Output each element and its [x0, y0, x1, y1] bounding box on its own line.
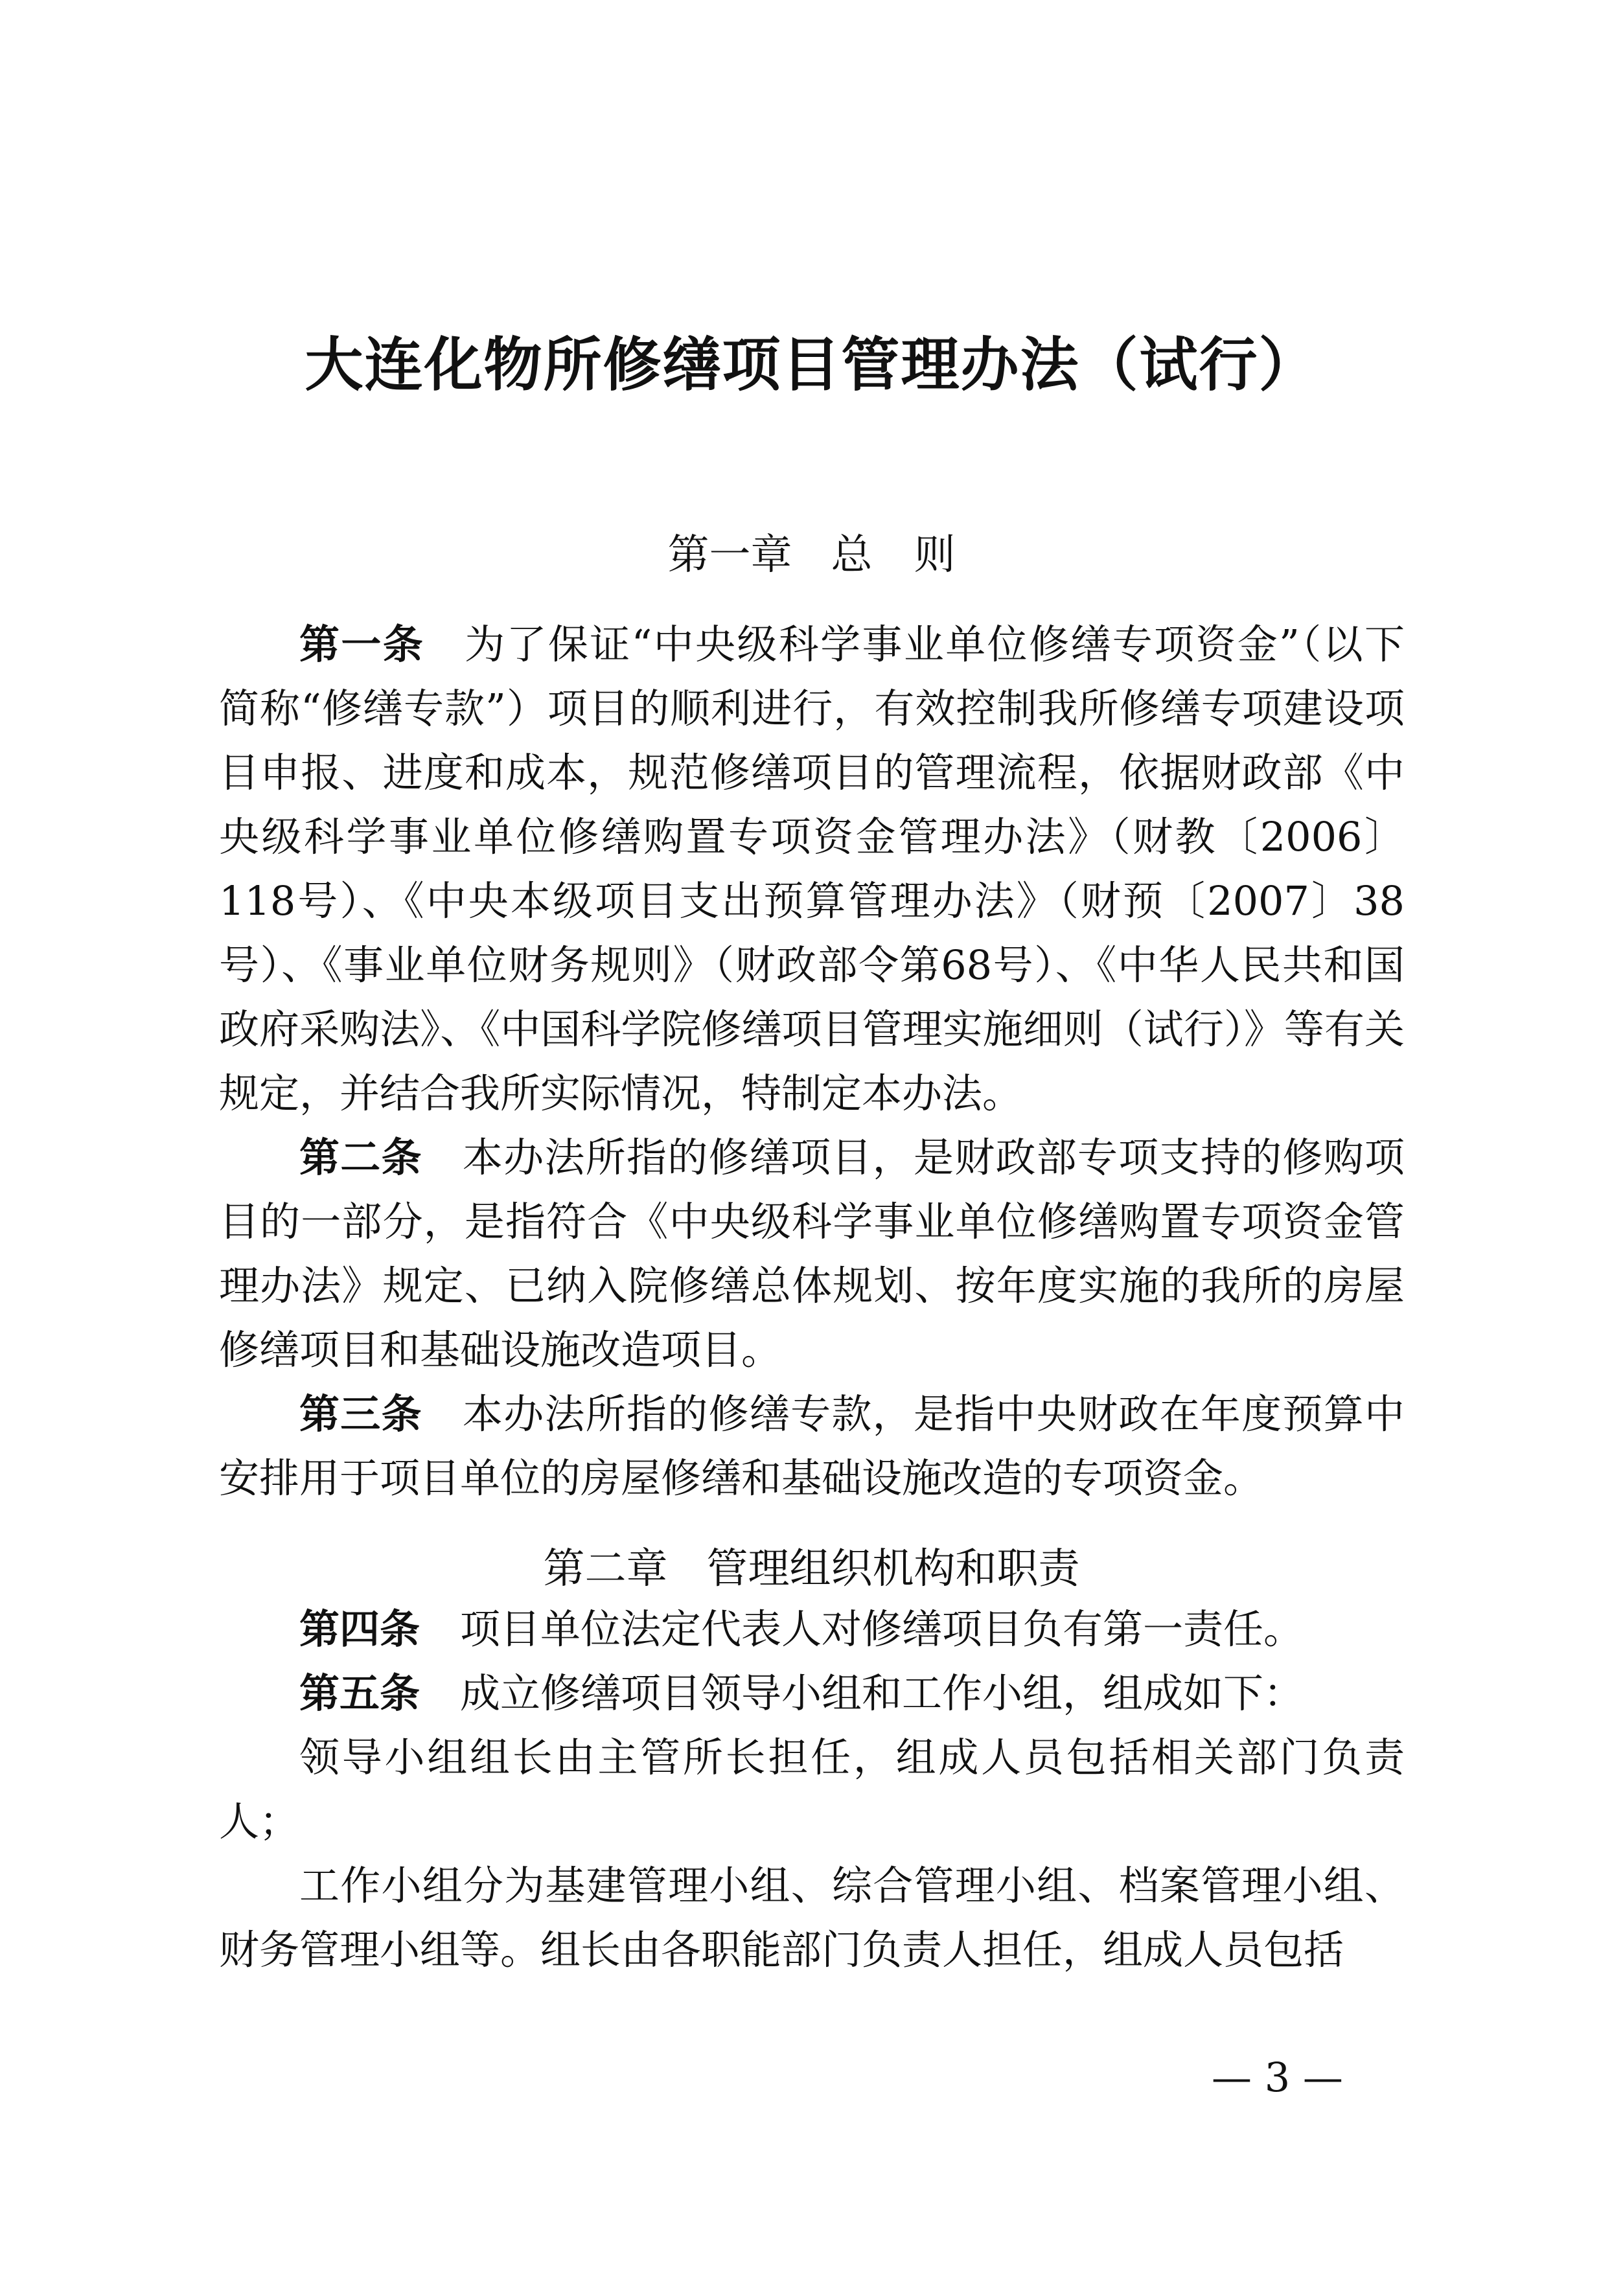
article-5 — [219, 1661, 1405, 1725]
chapter-name: 总 则 — [831, 531, 956, 579]
article-label: 第一条 — [299, 621, 425, 668]
article-4 — [219, 1597, 1405, 1661]
chapter-2-body — [219, 1597, 1405, 1982]
article-label: 第三条 — [299, 1390, 422, 1438]
chapter-heading-2 — [0, 1535, 1623, 1595]
article-3 — [219, 1382, 1405, 1510]
article-text: 项目单位法定代表人对修缮项目负有第一责任。 — [460, 1605, 1304, 1653]
chapter-name: 管理组织机构和职责 — [706, 1545, 1080, 1593]
chapter-1-body — [219, 612, 1405, 1510]
paragraph-leadership-group: 领导小组组长由主管所长担任，组成人员包括相关部门负责人； — [219, 1734, 1405, 1845]
article-text: 为了保证“中央级科学事业单位修缮专项资金”（以下简称“修缮专款”）项目的顺利进行，有效控制我所修缮专项建设项目申报、进度和成本，规范修缮项目的管理流程，依据财政部《中央级科学事业单位修缮购置专项资金管理办法》（财教〔2006〕118号）、《中央本级项目支出预算管理办法》（财预〔2007〕38号）、《事业单位财务规则》（财政部令第68号）、《中华人民共和国政府采购法》、《中国科学院修缮项目管理实施细则（试行）》等有关规定，并结合我所实际情况，特制定本办法。 — [219, 621, 1405, 1117]
article-label: 第二条 — [299, 1134, 422, 1181]
article-1 — [219, 612, 1405, 1125]
article-text: 本办法所指的修缮专款，是指中央财政在年度预算中安排用于项目单位的房屋修缮和基础设施改造的专项资金。 — [219, 1390, 1405, 1502]
document-title: 大连化物所修缮项目管理办法（试行） — [305, 331, 1318, 399]
chapter-number: 第一章 — [667, 531, 792, 579]
chapter-number: 第二章 — [543, 1545, 668, 1593]
chapter-heading-1 — [0, 522, 1623, 581]
article-text: 成立修缮项目领导小组和工作小组，组成如下： — [460, 1670, 1304, 1717]
article-label: 第五条 — [299, 1670, 420, 1717]
article-label: 第四条 — [299, 1605, 420, 1653]
page-number: — 3 — — [1212, 2054, 1343, 2101]
article-text: 本办法所指的修缮项目，是财政部专项支持的修购项目的一部分，是指符合《中央级科学事业单位修缮购置专项资金管理办法》规定、已纳入院修缮总体规划、按年度实施的我所的房屋修缮项目和基础设施改造项目。 — [219, 1134, 1405, 1373]
article-2 — [219, 1125, 1405, 1382]
paragraph-working-groups: 工作小组分为基建管理小组、综合管理小组、档案管理小组、财务管理小组等。组长由各职能部门负责人担任，组成人员包括 — [219, 1862, 1405, 1973]
